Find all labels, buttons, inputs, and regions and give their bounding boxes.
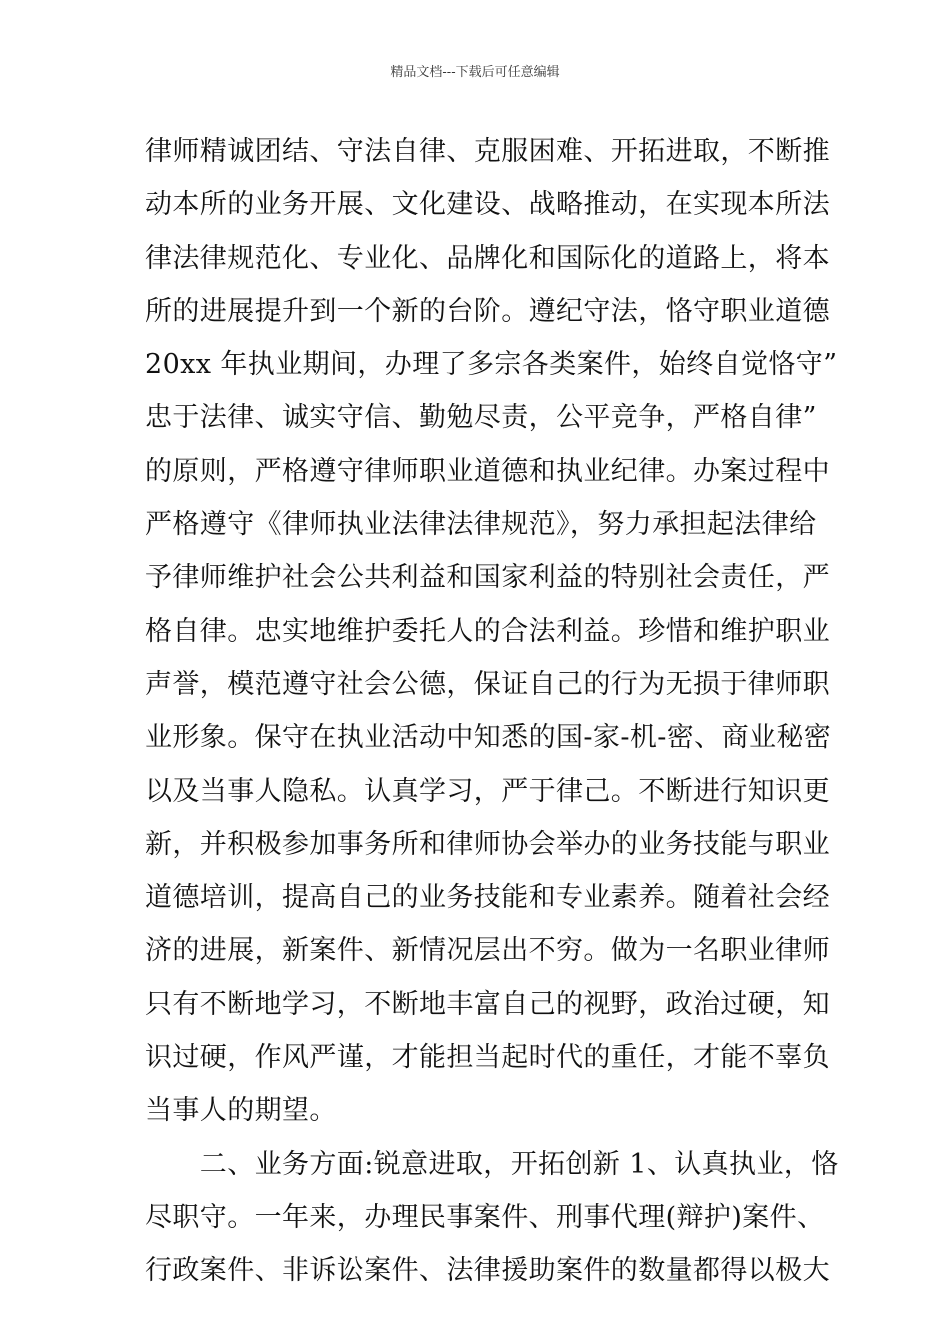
text-line: 当事人的期望。 <box>145 1095 337 1127</box>
text-line: 行政案件、非诉讼案件、法律援助案件的数量都得以极大 <box>145 1255 830 1287</box>
text-line: 予律师维护社会公共利益和国家利益的特别社会责任，严 <box>145 562 830 594</box>
page-header: 精品文档---下载后可任意编辑 <box>390 65 560 80</box>
text-line: 格自律。忠实地维护委托人的合法利益。珍惜和维护职业 <box>145 615 830 647</box>
text-line: 二、业务方面:锐意进取，开拓创新 1、认真执业，恪 <box>145 1148 839 1180</box>
text-line: 道德培训，提高自己的业务技能和专业素养。随着社会经 <box>145 882 830 914</box>
text-line: 济的进展，新案件、新情况层出不穷。做为一名职业律师 <box>145 935 830 967</box>
text-line: 只有不断地学习，不断地丰富自己的视野，政治过硬，知 <box>145 988 830 1020</box>
text-line: 律法律规范化、专业化、品牌化和国际化的道路上，将本 <box>145 242 830 274</box>
text-line: 声誉，模范遵守社会公德，保证自己的行为无损于律师职 <box>145 668 830 700</box>
text-line: 识过硬，作风严谨，才能担当起时代的重任，才能不辜负 <box>145 1042 830 1074</box>
text-line: 严格遵守《律师执业法律法律规范》，努力承担起法律给 <box>145 509 817 541</box>
text-line: 动本所的业务开展、文化建设、战略推动，在实现本所法 <box>145 189 830 221</box>
text-line: 忠于法律、诚实守信、勤勉尽责，公平竞争，严格自律” <box>145 402 817 434</box>
text-line: 所的进展提升到一个新的台阶。遵纪守法，恪守职业道德 <box>145 295 830 327</box>
text-line: 律师精诚团结、守法自律、克服困难、开拓进取，不断推 <box>145 136 830 167</box>
text-line: 业形象。保守在执业活动中知悉的国-家-机-密、商业秘密 <box>145 722 832 754</box>
document-body <box>145 125 839 1298</box>
text-line: 20xx 年执业期间，办理了多宗各类案件，始终自觉恪守” <box>145 349 838 381</box>
text-line: 新，并积极参加事务所和律师协会举办的业务技能与职业 <box>145 828 830 860</box>
text-line: 以及当事人隐私。认真学习，严于律己。不断进行知识更 <box>145 775 830 807</box>
text-line: 的原则，严格遵守律师职业道德和执业纪律。办案过程中 <box>145 455 830 487</box>
text-line: 尽职守。一年来，办理民事案件、刑事代理(辩护)案件、 <box>145 1201 825 1233</box>
